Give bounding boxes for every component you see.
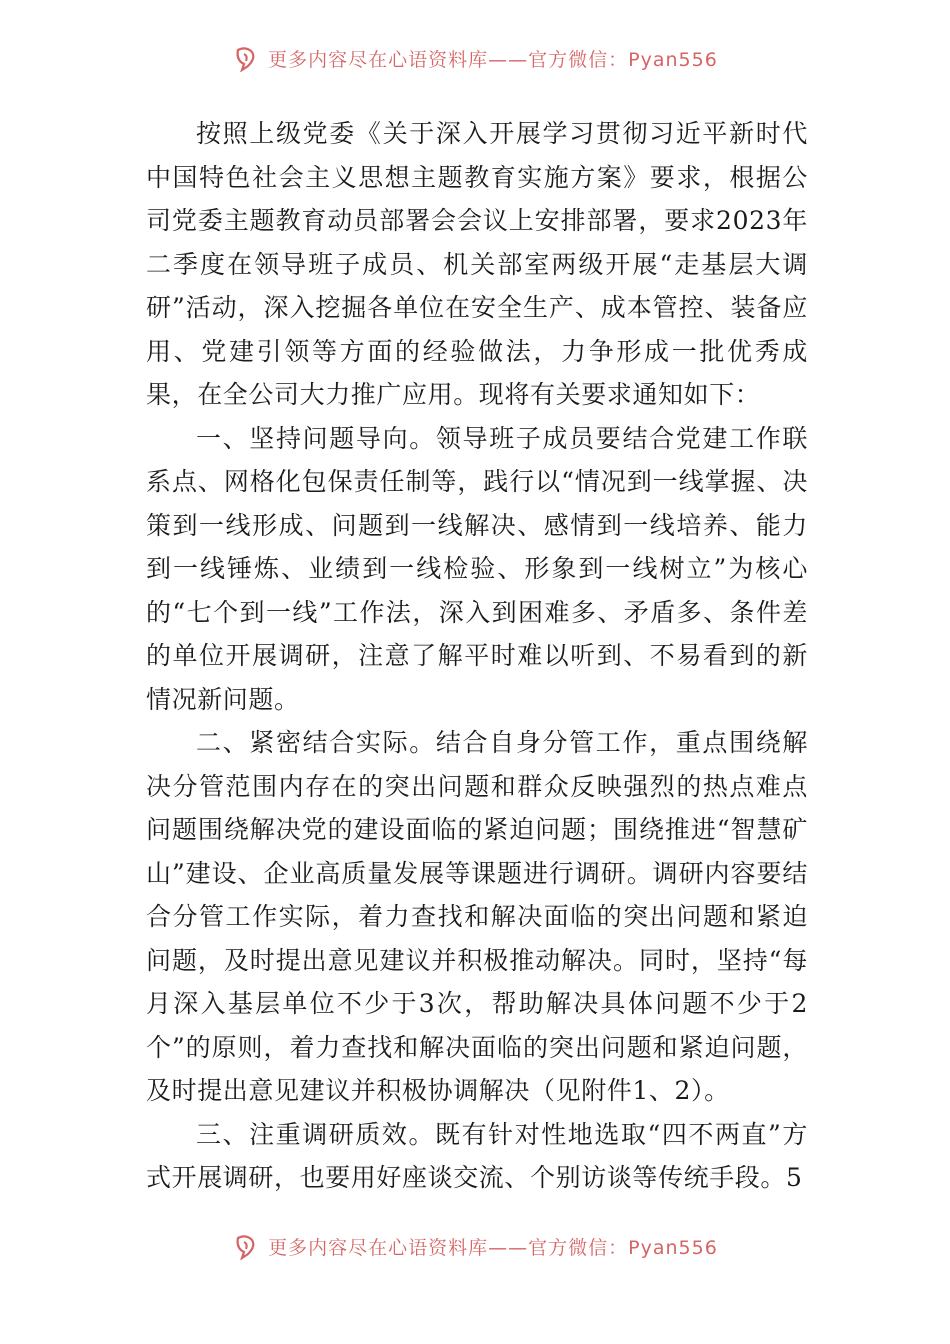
paragraph-section-2: 二、紧密结合实际。结合自身分管工作，重点围绕解决分管范围内存在的突出问题和群众反映强烈的热点难点问题围绕解决党的建设面临的紧迫问题；围绕推进“智慧矿山”建设、企业高质量发展等课题进行调研。调研内容要结合分管工作实际，着力查找和解决面临的突出问题和紧迫问题，及时提出意见建议并积极推动解决。同时，坚持“每月深入基层单位不少于3次，帮助解决具体问题不少于2个”的原则，着力查找和解决面临的突出问题和紧迫问题，及时提出意见建议并积极协调解决（见附件1、2）。 <box>146 728 808 1105</box>
watermark-banner-top <box>0 40 950 76</box>
logo-icon <box>232 44 260 72</box>
logo-icon <box>232 1232 260 1260</box>
document-body <box>146 112 808 1200</box>
watermark-text: 更多内容尽在心语资料库——官方微信：Pyan556 <box>268 1236 718 1259</box>
watermark-banner-bottom <box>0 1228 950 1264</box>
watermark-text: 更多内容尽在心语资料库——官方微信：Pyan556 <box>268 48 718 71</box>
paragraph-section-1: 一、坚持问题导向。领导班子成员要结合党建工作联系点、网格化包保责任制等，践行以“情况到一线掌握、决策到一线形成、问题到一线解决、感情到一线培养、能力到一线锤炼、业绩到一线检验、形象到一线树立”为核心的“七个到一线”工作法，深入到困难多、矛盾多、条件差的单位开展调研，注意了解平时难以听到、不易看到的新情况新问题。 <box>146 423 808 714</box>
paragraph-section-3: 三、注重调研质效。既有针对性地选取“四不两直”方式开展调研，也要用好座谈交流、个别访谈等传统手段。5 <box>146 1119 808 1192</box>
paragraph-intro: 按照上级党委《关于深入开展学习贯彻习近平新时代中国特色社会主义思想主题教育实施方案》要求，根据公司党委主题教育动员部署会会议上安排部署，要求2023年二季度在领导班子成员、机关部室两级开展“走基层大调研”活动，深入挖掘各单位在安全生产、成本管控、装备应用、党建引领等方面的经验做法，力争形成一批优秀成果，在全公司大力推广应用。现将有关要求通知如下： <box>146 119 808 409</box>
